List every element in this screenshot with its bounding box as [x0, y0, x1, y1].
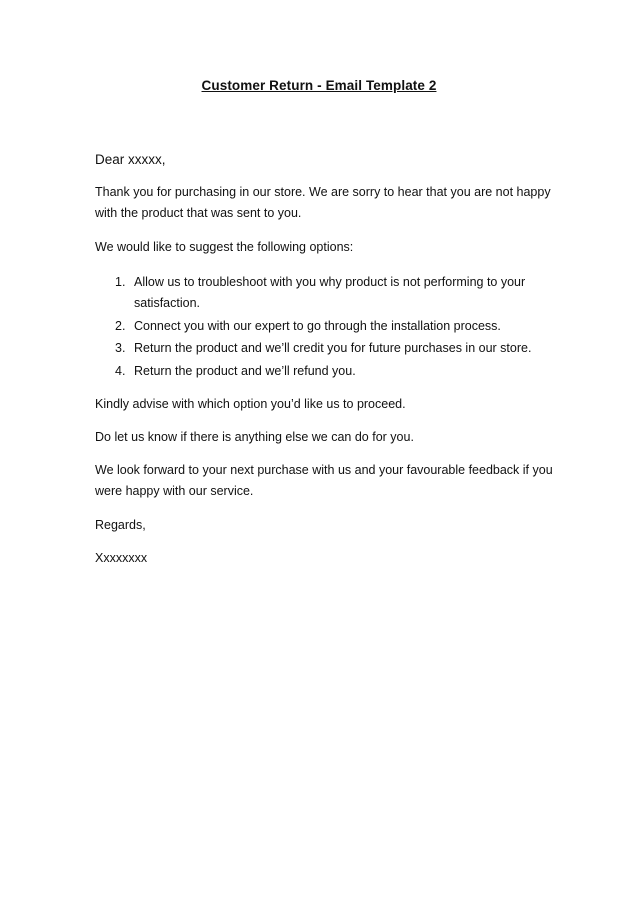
document-title: Customer Return - Email Template 2 [201, 78, 437, 93]
list-item-number: 3. [115, 341, 126, 355]
list-item [95, 272, 555, 314]
list-item-number: 2. [115, 318, 126, 333]
closing: Regards, [95, 518, 146, 532]
list-item [95, 338, 555, 359]
list-item-text: Return the product and we’ll refund you. [134, 363, 356, 378]
greeting: Dear xxxxx, [95, 152, 166, 167]
signature: Xxxxxxxx [95, 551, 148, 565]
paragraph-look-forward: We look forward to your next purchase with us and your favourable feedback if you were happy with our service. [95, 463, 553, 498]
list-item [95, 361, 555, 382]
paragraph-thank-you: Thank you for purchasing in our store. We are sorry to hear that you are not happy with the product that was sent to you. [95, 185, 551, 220]
list-item-text: Connect you with our expert to go through the installation process. [134, 318, 501, 333]
paragraph-anything-else: Do let us know if there is anything else we can do for you. [95, 430, 414, 444]
list-item-number: 4. [115, 363, 126, 378]
list-item-text: Allow us to troubleshoot with you why product is not performing to your satisfaction. [134, 275, 526, 310]
options-list [95, 272, 555, 383]
list-item-number: 1. [115, 275, 126, 289]
paragraph-options-intro: We would like to suggest the following options: [95, 240, 354, 254]
list-item [95, 316, 555, 337]
paragraph-advise: Kindly advise with which option you’d like us to proceed. [95, 397, 406, 411]
list-item-text: Return the product and we’ll credit you for future purchases in our store. [134, 341, 532, 355]
